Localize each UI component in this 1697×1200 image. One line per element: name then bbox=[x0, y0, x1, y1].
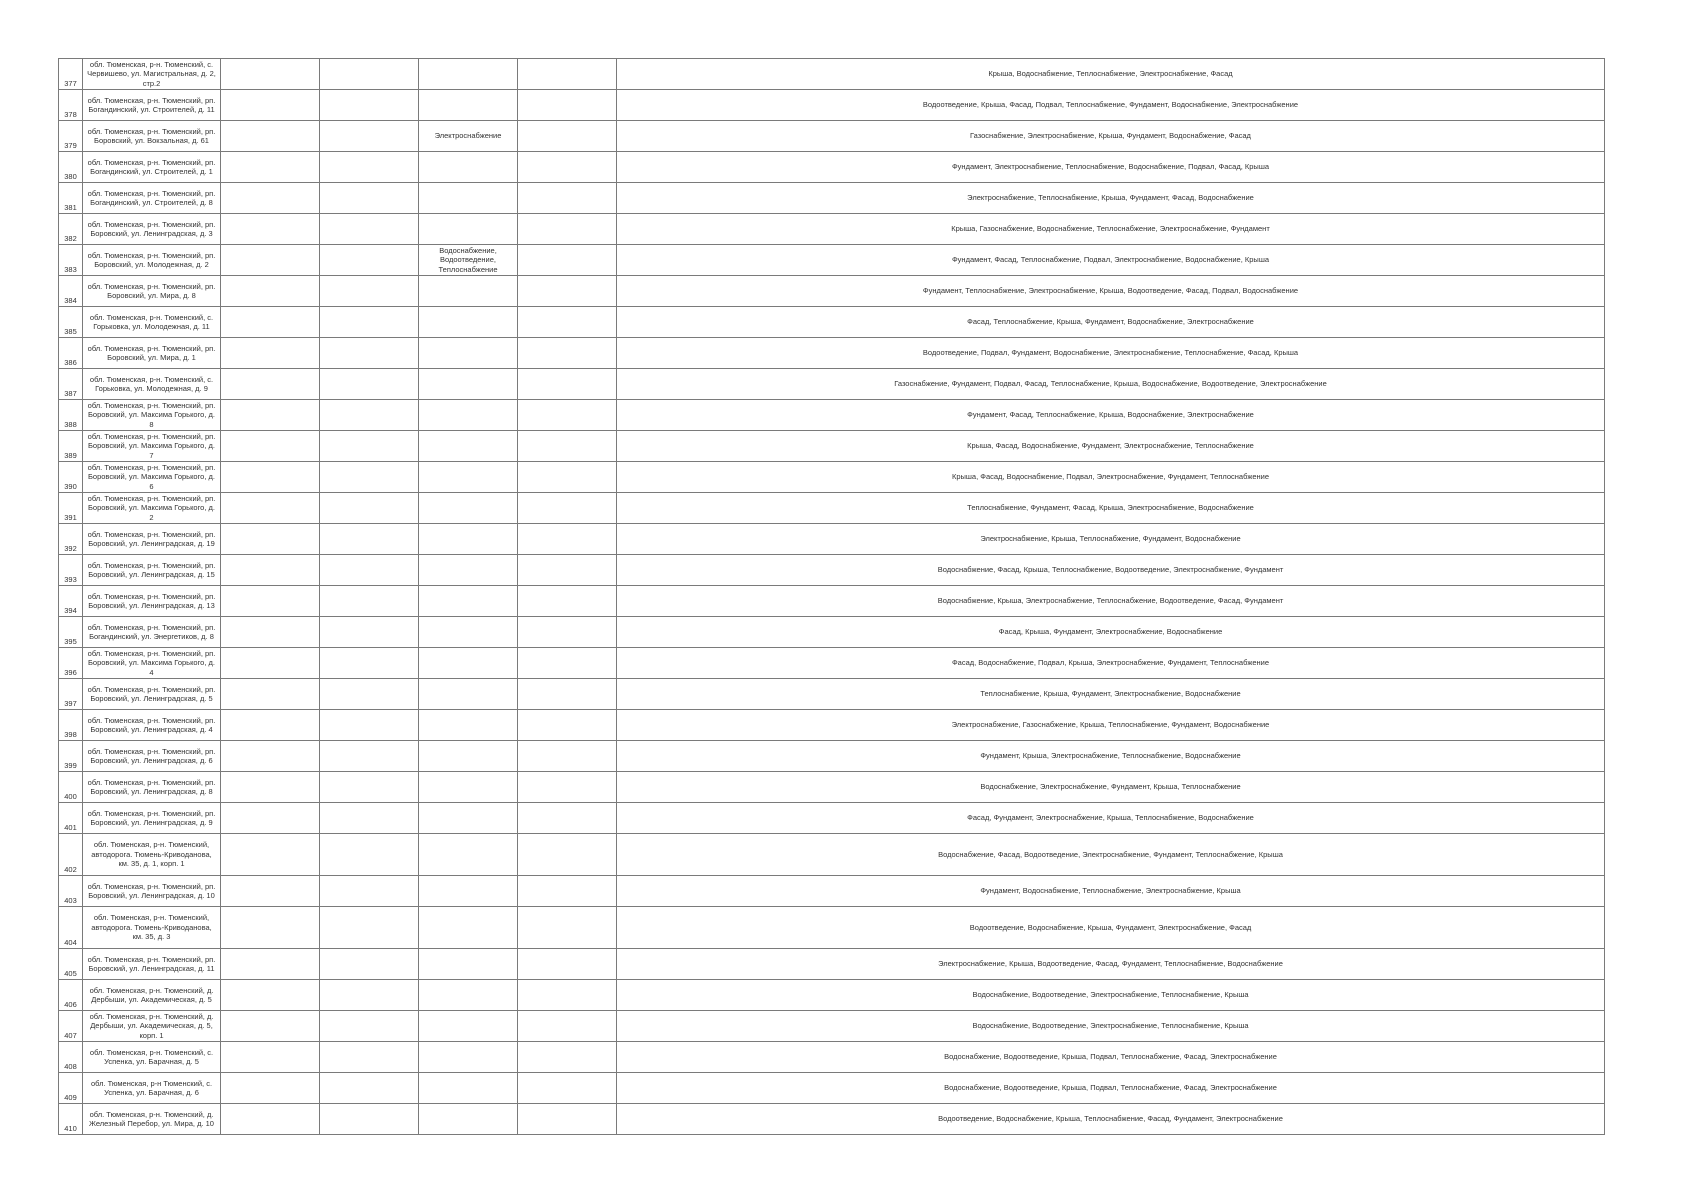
empty-cell bbox=[221, 493, 320, 524]
empty-cell bbox=[518, 90, 617, 121]
empty-cell bbox=[518, 307, 617, 338]
empty-cell bbox=[221, 648, 320, 679]
row-number: 385 bbox=[59, 307, 83, 338]
address-cell: обл. Тюменская, р-н. Тюменский, рп. Боровский, ул. Ленинградская, д. 11 bbox=[83, 949, 221, 980]
row-number: 379 bbox=[59, 121, 83, 152]
row-number: 388 bbox=[59, 400, 83, 431]
row-number: 381 bbox=[59, 183, 83, 214]
works-cell: Электроснабжение, Газоснабжение, Крыша, Теплоснабжение, Фундамент, Водоснабжение bbox=[617, 710, 1605, 741]
status-cell bbox=[419, 1104, 518, 1135]
row-number: 390 bbox=[59, 462, 83, 493]
works-cell: Водоотведение, Подвал, Фундамент, Водоснабжение, Электроснабжение, Теплоснабжение, Фасад, Крыша bbox=[617, 338, 1605, 369]
table-row bbox=[59, 710, 1605, 741]
empty-cell bbox=[221, 121, 320, 152]
empty-cell bbox=[518, 679, 617, 710]
status-cell bbox=[419, 462, 518, 493]
table-row bbox=[59, 59, 1605, 90]
empty-cell bbox=[221, 586, 320, 617]
empty-cell bbox=[221, 183, 320, 214]
empty-cell bbox=[518, 524, 617, 555]
empty-cell bbox=[320, 1104, 419, 1135]
row-number: 397 bbox=[59, 679, 83, 710]
address-cell: обл. Тюменская, р-н. Тюменский, д. Железный Перебор, ул. Мира, д. 10 bbox=[83, 1104, 221, 1135]
empty-cell bbox=[518, 152, 617, 183]
row-number: 393 bbox=[59, 555, 83, 586]
row-number: 403 bbox=[59, 876, 83, 907]
row-number: 389 bbox=[59, 431, 83, 462]
works-cell: Фундамент, Электроснабжение, Теплоснабжение, Водоснабжение, Подвал, Фасад, Крыша bbox=[617, 152, 1605, 183]
empty-cell bbox=[518, 121, 617, 152]
table-row bbox=[59, 338, 1605, 369]
address-cell: обл. Тюменская, р-н. Тюменский, рп. Боровский, ул. Ленинградская, д. 3 bbox=[83, 214, 221, 245]
empty-cell bbox=[221, 803, 320, 834]
empty-cell bbox=[221, 369, 320, 400]
address-cell: обл. Тюменская, р-н. Тюменский, рп. Боровский, ул. Ленинградская, д. 8 bbox=[83, 772, 221, 803]
empty-cell bbox=[320, 59, 419, 90]
empty-cell bbox=[221, 772, 320, 803]
address-cell: обл. Тюменская, р-н. Тюменский, д. Дербыши, ул. Академическая, д. 5, корп. 1 bbox=[83, 1011, 221, 1042]
works-cell: Крыша, Газоснабжение, Водоснабжение, Теплоснабжение, Электроснабжение, Фундамент bbox=[617, 214, 1605, 245]
table-row bbox=[59, 772, 1605, 803]
table-row bbox=[59, 1042, 1605, 1073]
address-cell: обл. Тюменская, р-н. Тюменский, рп. Богандинский, ул. Строителей, д. 8 bbox=[83, 183, 221, 214]
address-cell: обл. Тюменская, р-н. Тюменский, рп. Боровский, ул. Максима Горького, д. 6 bbox=[83, 462, 221, 493]
status-cell bbox=[419, 648, 518, 679]
address-cell: обл. Тюменская, р-н. Тюменский, рп. Боровский, ул. Ленинградская, д. 4 bbox=[83, 710, 221, 741]
status-cell bbox=[419, 59, 518, 90]
table-row bbox=[59, 183, 1605, 214]
empty-cell bbox=[320, 617, 419, 648]
works-cell: Газоснабжение, Фундамент, Подвал, Фасад, Теплоснабжение, Крыша, Водоснабжение, Водоотведение, Электроснабжение bbox=[617, 369, 1605, 400]
table-row bbox=[59, 679, 1605, 710]
empty-cell bbox=[518, 772, 617, 803]
address-cell: обл. Тюменская, р-н. Тюменский, с. Успенка, ул. Барачная, д. 5 bbox=[83, 1042, 221, 1073]
address-cell: обл. Тюменская, р-н Тюменский, с. Успенка, ул. Барачная, д. 6 bbox=[83, 1073, 221, 1104]
address-cell: обл. Тюменская, р-н. Тюменский, рп. Боровский, ул. Максима Горького, д. 8 bbox=[83, 400, 221, 431]
status-cell bbox=[419, 741, 518, 772]
row-number: 377 bbox=[59, 59, 83, 90]
address-cell: обл. Тюменская, р-н. Тюменский, рп. Боровский, ул. Мира, д. 8 bbox=[83, 276, 221, 307]
status-cell bbox=[419, 338, 518, 369]
works-cell: Водоснабжение, Водоотведение, Крыша, Подвал, Теплоснабжение, Фасад, Электроснабжение bbox=[617, 1073, 1605, 1104]
table-row bbox=[59, 648, 1605, 679]
address-cell: обл. Тюменская, р-н. Тюменский, рп. Боровский, ул. Ленинградская, д. 13 bbox=[83, 586, 221, 617]
empty-cell bbox=[221, 462, 320, 493]
status-cell bbox=[419, 586, 518, 617]
empty-cell bbox=[518, 834, 617, 876]
empty-cell bbox=[518, 183, 617, 214]
empty-cell bbox=[221, 710, 320, 741]
row-number: 398 bbox=[59, 710, 83, 741]
works-cell: Электроснабжение, Крыша, Водоотведение, Фасад, Фундамент, Теплоснабжение, Водоснабжение bbox=[617, 949, 1605, 980]
table-row bbox=[59, 834, 1605, 876]
status-cell bbox=[419, 431, 518, 462]
empty-cell bbox=[221, 1073, 320, 1104]
address-cell: обл. Тюменская, р-н. Тюменский, рп. Боровский, ул. Максима Горького, д. 4 bbox=[83, 648, 221, 679]
empty-cell bbox=[518, 276, 617, 307]
status-cell bbox=[419, 980, 518, 1011]
empty-cell bbox=[320, 493, 419, 524]
status-cell bbox=[419, 772, 518, 803]
table-row bbox=[59, 1011, 1605, 1042]
status-cell bbox=[419, 803, 518, 834]
table-row bbox=[59, 524, 1605, 555]
empty-cell bbox=[518, 876, 617, 907]
empty-cell bbox=[221, 524, 320, 555]
empty-cell bbox=[221, 90, 320, 121]
status-cell bbox=[419, 183, 518, 214]
empty-cell bbox=[518, 1011, 617, 1042]
empty-cell bbox=[518, 400, 617, 431]
table-row bbox=[59, 90, 1605, 121]
address-cell: обл. Тюменская, р-н. Тюменский, с. Горьковка, ул. Молодежная, д. 9 bbox=[83, 369, 221, 400]
table-row bbox=[59, 152, 1605, 183]
empty-cell bbox=[518, 1104, 617, 1135]
empty-cell bbox=[221, 152, 320, 183]
table-row bbox=[59, 907, 1605, 949]
empty-cell bbox=[221, 400, 320, 431]
table-row bbox=[59, 462, 1605, 493]
address-cell: обл. Тюменская, р-н. Тюменский, рп. Боровский, ул. Ленинградская, д. 10 bbox=[83, 876, 221, 907]
row-number: 400 bbox=[59, 772, 83, 803]
row-number: 387 bbox=[59, 369, 83, 400]
row-number: 406 bbox=[59, 980, 83, 1011]
table-row bbox=[59, 493, 1605, 524]
table-row bbox=[59, 400, 1605, 431]
empty-cell bbox=[221, 338, 320, 369]
address-cell: обл. Тюменская, р-н. Тюменский, рп. Боровский, ул. Ленинградская, д. 9 bbox=[83, 803, 221, 834]
works-cell: Фасад, Фундамент, Электроснабжение, Крыша, Теплоснабжение, Водоснабжение bbox=[617, 803, 1605, 834]
empty-cell bbox=[320, 679, 419, 710]
table-row bbox=[59, 307, 1605, 338]
works-cell: Электроснабжение, Крыша, Теплоснабжение, Фундамент, Водоснабжение bbox=[617, 524, 1605, 555]
works-cell: Фасад, Теплоснабжение, Крыша, Фундамент, Водоснабжение, Электроснабжение bbox=[617, 307, 1605, 338]
empty-cell bbox=[320, 183, 419, 214]
address-cell: обл. Тюменская, р-н. Тюменский, рп. Боровский, ул. Максима Горького, д. 7 bbox=[83, 431, 221, 462]
empty-cell bbox=[320, 1073, 419, 1104]
empty-cell bbox=[320, 710, 419, 741]
empty-cell bbox=[221, 307, 320, 338]
table-row bbox=[59, 617, 1605, 648]
status-cell bbox=[419, 876, 518, 907]
empty-cell bbox=[518, 462, 617, 493]
status-cell bbox=[419, 307, 518, 338]
status-cell bbox=[419, 493, 518, 524]
status-cell bbox=[419, 214, 518, 245]
empty-cell bbox=[518, 803, 617, 834]
works-cell: Фундамент, Фасад, Теплоснабжение, Крыша, Водоснабжение, Электроснабжение bbox=[617, 400, 1605, 431]
table-row bbox=[59, 980, 1605, 1011]
empty-cell bbox=[320, 555, 419, 586]
empty-cell bbox=[320, 276, 419, 307]
row-number: 392 bbox=[59, 524, 83, 555]
table-row bbox=[59, 876, 1605, 907]
empty-cell bbox=[320, 524, 419, 555]
works-cell: Фундамент, Крыша, Электроснабжение, Теплоснабжение, Водоснабжение bbox=[617, 741, 1605, 772]
status-cell bbox=[419, 710, 518, 741]
row-number: 404 bbox=[59, 907, 83, 949]
empty-cell bbox=[518, 617, 617, 648]
status-cell bbox=[419, 90, 518, 121]
empty-cell bbox=[221, 980, 320, 1011]
status-cell bbox=[419, 1011, 518, 1042]
status-cell bbox=[419, 834, 518, 876]
row-number: 401 bbox=[59, 803, 83, 834]
empty-cell bbox=[221, 431, 320, 462]
empty-cell bbox=[320, 152, 419, 183]
works-cell: Фундамент, Фасад, Теплоснабжение, Подвал, Электроснабжение, Водоснабжение, Крыша bbox=[617, 245, 1605, 276]
empty-cell bbox=[221, 617, 320, 648]
table-row bbox=[59, 121, 1605, 152]
works-cell: Фасад, Водоснабжение, Подвал, Крыша, Электроснабжение, Фундамент, Теплоснабжение bbox=[617, 648, 1605, 679]
empty-cell bbox=[320, 586, 419, 617]
empty-cell bbox=[221, 834, 320, 876]
status-cell: Электроснабжение bbox=[419, 121, 518, 152]
empty-cell bbox=[221, 276, 320, 307]
works-cell: Водоотведение, Крыша, Фасад, Подвал, Теплоснабжение, Фундамент, Водоснабжение, Электроснабжение bbox=[617, 90, 1605, 121]
works-cell: Крыша, Фасад, Водоснабжение, Фундамент, Электроснабжение, Теплоснабжение bbox=[617, 431, 1605, 462]
row-number: 384 bbox=[59, 276, 83, 307]
empty-cell bbox=[221, 876, 320, 907]
empty-cell bbox=[221, 555, 320, 586]
row-number: 405 bbox=[59, 949, 83, 980]
works-cell: Водоснабжение, Фасад, Крыша, Теплоснабжение, Водоотведение, Электроснабжение, Фундамент bbox=[617, 555, 1605, 586]
row-number: 407 bbox=[59, 1011, 83, 1042]
empty-cell bbox=[221, 949, 320, 980]
address-cell: обл. Тюменская, р-н. Тюменский, рп. Боровский, ул. Максима Горького, д. 2 bbox=[83, 493, 221, 524]
empty-cell bbox=[518, 369, 617, 400]
empty-cell bbox=[221, 1104, 320, 1135]
empty-cell bbox=[518, 431, 617, 462]
empty-cell bbox=[221, 59, 320, 90]
works-cell: Электроснабжение, Теплоснабжение, Крыша, Фундамент, Фасад, Водоснабжение bbox=[617, 183, 1605, 214]
table-row bbox=[59, 1073, 1605, 1104]
empty-cell bbox=[320, 90, 419, 121]
address-cell: обл. Тюменская, р-н. Тюменский, д. Дербыши, ул. Академическая, д. 5 bbox=[83, 980, 221, 1011]
address-cell: обл. Тюменская, р-н. Тюменский, рп. Боровский, ул. Ленинградская, д. 19 bbox=[83, 524, 221, 555]
row-number: 402 bbox=[59, 834, 83, 876]
address-cell: обл. Тюменская, р-н. Тюменский, рп. Богандинский, ул. Строителей, д. 1 bbox=[83, 152, 221, 183]
table-row bbox=[59, 555, 1605, 586]
status-cell: Водоснабжение, Водоотведение, Теплоснабжение bbox=[419, 245, 518, 276]
empty-cell bbox=[221, 214, 320, 245]
status-cell bbox=[419, 524, 518, 555]
status-cell bbox=[419, 555, 518, 586]
empty-cell bbox=[221, 1042, 320, 1073]
empty-cell bbox=[320, 980, 419, 1011]
empty-cell bbox=[518, 741, 617, 772]
empty-cell bbox=[320, 876, 419, 907]
empty-cell bbox=[320, 121, 419, 152]
empty-cell bbox=[518, 493, 617, 524]
works-cell: Водоснабжение, Водоотведение, Электроснабжение, Теплоснабжение, Крыша bbox=[617, 1011, 1605, 1042]
row-number: 394 bbox=[59, 586, 83, 617]
table-row bbox=[59, 803, 1605, 834]
works-table bbox=[58, 58, 1605, 1135]
row-number: 378 bbox=[59, 90, 83, 121]
empty-cell bbox=[518, 980, 617, 1011]
empty-cell bbox=[320, 834, 419, 876]
status-cell bbox=[419, 1042, 518, 1073]
works-cell: Водоотведение, Водоснабжение, Крыша, Теплоснабжение, Фасад, Фундамент, Электроснабжение bbox=[617, 1104, 1605, 1135]
works-cell: Фундамент, Теплоснабжение, Электроснабжение, Крыша, Водоотведение, Фасад, Подвал, Водоснабжение bbox=[617, 276, 1605, 307]
empty-cell bbox=[518, 555, 617, 586]
status-cell bbox=[419, 152, 518, 183]
row-number: 380 bbox=[59, 152, 83, 183]
empty-cell bbox=[221, 1011, 320, 1042]
empty-cell bbox=[320, 648, 419, 679]
row-number: 396 bbox=[59, 648, 83, 679]
table-row bbox=[59, 431, 1605, 462]
empty-cell bbox=[518, 1042, 617, 1073]
address-cell: обл. Тюменская, р-н. Тюменский, рп. Боровский, ул. Мира, д. 1 bbox=[83, 338, 221, 369]
empty-cell bbox=[320, 214, 419, 245]
address-cell: обл. Тюменская, р-н. Тюменский, с. Горьковка, ул. Молодежная, д. 11 bbox=[83, 307, 221, 338]
address-cell: обл. Тюменская, р-н. Тюменский, автодорога. Тюмень-Криводанова, км. 35, д. 1, корп. 1 bbox=[83, 834, 221, 876]
empty-cell bbox=[320, 431, 419, 462]
empty-cell bbox=[518, 59, 617, 90]
empty-cell bbox=[320, 338, 419, 369]
empty-cell bbox=[320, 741, 419, 772]
empty-cell bbox=[320, 1011, 419, 1042]
table-row bbox=[59, 276, 1605, 307]
empty-cell bbox=[320, 949, 419, 980]
row-number: 399 bbox=[59, 741, 83, 772]
address-cell: обл. Тюменская, р-н. Тюменский, рп. Богандинский, ул. Энергетиков, д. 8 bbox=[83, 617, 221, 648]
table-row bbox=[59, 586, 1605, 617]
table-row bbox=[59, 369, 1605, 400]
status-cell bbox=[419, 679, 518, 710]
row-number: 409 bbox=[59, 1073, 83, 1104]
table-row bbox=[59, 949, 1605, 980]
empty-cell bbox=[518, 586, 617, 617]
works-cell: Водоснабжение, Крыша, Электроснабжение, Теплоснабжение, Водоотведение, Фасад, Фундамент bbox=[617, 586, 1605, 617]
address-cell: обл. Тюменская, р-н. Тюменский, рп. Боровский, ул. Ленинградская, д. 5 bbox=[83, 679, 221, 710]
address-cell: обл. Тюменская, р-н. Тюменский, рп. Боровский, ул. Вокзальная, д. 61 bbox=[83, 121, 221, 152]
status-cell bbox=[419, 1073, 518, 1104]
empty-cell bbox=[518, 907, 617, 949]
status-cell bbox=[419, 400, 518, 431]
status-cell bbox=[419, 907, 518, 949]
row-number: 382 bbox=[59, 214, 83, 245]
row-number: 386 bbox=[59, 338, 83, 369]
empty-cell bbox=[518, 214, 617, 245]
works-cell: Теплоснабжение, Фундамент, Фасад, Крыша, Электроснабжение, Водоснабжение bbox=[617, 493, 1605, 524]
empty-cell bbox=[320, 369, 419, 400]
empty-cell bbox=[518, 1073, 617, 1104]
empty-cell bbox=[518, 949, 617, 980]
works-cell: Водоотведение, Водоснабжение, Крыша, Фундамент, Электроснабжение, Фасад bbox=[617, 907, 1605, 949]
table-body bbox=[59, 59, 1605, 1135]
works-cell: Водоснабжение, Фасад, Водоотведение, Электроснабжение, Фундамент, Теплоснабжение, Крыша bbox=[617, 834, 1605, 876]
empty-cell bbox=[221, 907, 320, 949]
address-cell: обл. Тюменская, р-н. Тюменский, с. Червишево, ул. Магистральная, д. 2, стр.2 bbox=[83, 59, 221, 90]
row-number: 410 bbox=[59, 1104, 83, 1135]
address-cell: обл. Тюменская, р-н. Тюменский, рп. Боровский, ул. Ленинградская, д. 15 bbox=[83, 555, 221, 586]
works-cell: Крыша, Водоснабжение, Теплоснабжение, Электроснабжение, Фасад bbox=[617, 59, 1605, 90]
empty-cell bbox=[320, 1042, 419, 1073]
works-cell: Фасад, Крыша, Фундамент, Электроснабжение, Водоснабжение bbox=[617, 617, 1605, 648]
works-cell: Водоснабжение, Водоотведение, Крыша, Подвал, Теплоснабжение, Фасад, Электроснабжение bbox=[617, 1042, 1605, 1073]
address-cell: обл. Тюменская, р-н. Тюменский, автодорога. Тюмень-Криводанова, км. 35, д. 3 bbox=[83, 907, 221, 949]
empty-cell bbox=[221, 679, 320, 710]
empty-cell bbox=[518, 648, 617, 679]
row-number: 383 bbox=[59, 245, 83, 276]
empty-cell bbox=[518, 245, 617, 276]
empty-cell bbox=[320, 907, 419, 949]
empty-cell bbox=[320, 307, 419, 338]
status-cell bbox=[419, 369, 518, 400]
address-cell: обл. Тюменская, р-н. Тюменский, рп. Богандинский, ул. Строителей, д. 11 bbox=[83, 90, 221, 121]
status-cell bbox=[419, 617, 518, 648]
table-row bbox=[59, 1104, 1605, 1135]
table-row bbox=[59, 245, 1605, 276]
status-cell bbox=[419, 276, 518, 307]
works-cell: Фундамент, Водоснабжение, Теплоснабжение, Электроснабжение, Крыша bbox=[617, 876, 1605, 907]
works-cell: Водоснабжение, Водоотведение, Электроснабжение, Теплоснабжение, Крыша bbox=[617, 980, 1605, 1011]
works-cell: Теплоснабжение, Крыша, Фундамент, Электроснабжение, Водоснабжение bbox=[617, 679, 1605, 710]
empty-cell bbox=[221, 245, 320, 276]
works-cell: Крыша, Фасад, Водоснабжение, Подвал, Электроснабжение, Фундамент, Теплоснабжение bbox=[617, 462, 1605, 493]
empty-cell bbox=[320, 803, 419, 834]
works-cell: Водоснабжение, Электроснабжение, Фундамент, Крыша, Теплоснабжение bbox=[617, 772, 1605, 803]
empty-cell bbox=[320, 245, 419, 276]
empty-cell bbox=[320, 772, 419, 803]
row-number: 408 bbox=[59, 1042, 83, 1073]
empty-cell bbox=[518, 710, 617, 741]
address-cell: обл. Тюменская, р-н. Тюменский, рп. Боровский, ул. Ленинградская, д. 6 bbox=[83, 741, 221, 772]
empty-cell bbox=[518, 338, 617, 369]
table-row bbox=[59, 214, 1605, 245]
row-number: 391 bbox=[59, 493, 83, 524]
status-cell bbox=[419, 949, 518, 980]
empty-cell bbox=[320, 400, 419, 431]
works-cell: Газоснабжение, Электроснабжение, Крыша, Фундамент, Водоснабжение, Фасад bbox=[617, 121, 1605, 152]
table-row bbox=[59, 741, 1605, 772]
empty-cell bbox=[320, 462, 419, 493]
row-number: 395 bbox=[59, 617, 83, 648]
empty-cell bbox=[221, 741, 320, 772]
address-cell: обл. Тюменская, р-н. Тюменский, рп. Боровский, ул. Молодежная, д. 2 bbox=[83, 245, 221, 276]
